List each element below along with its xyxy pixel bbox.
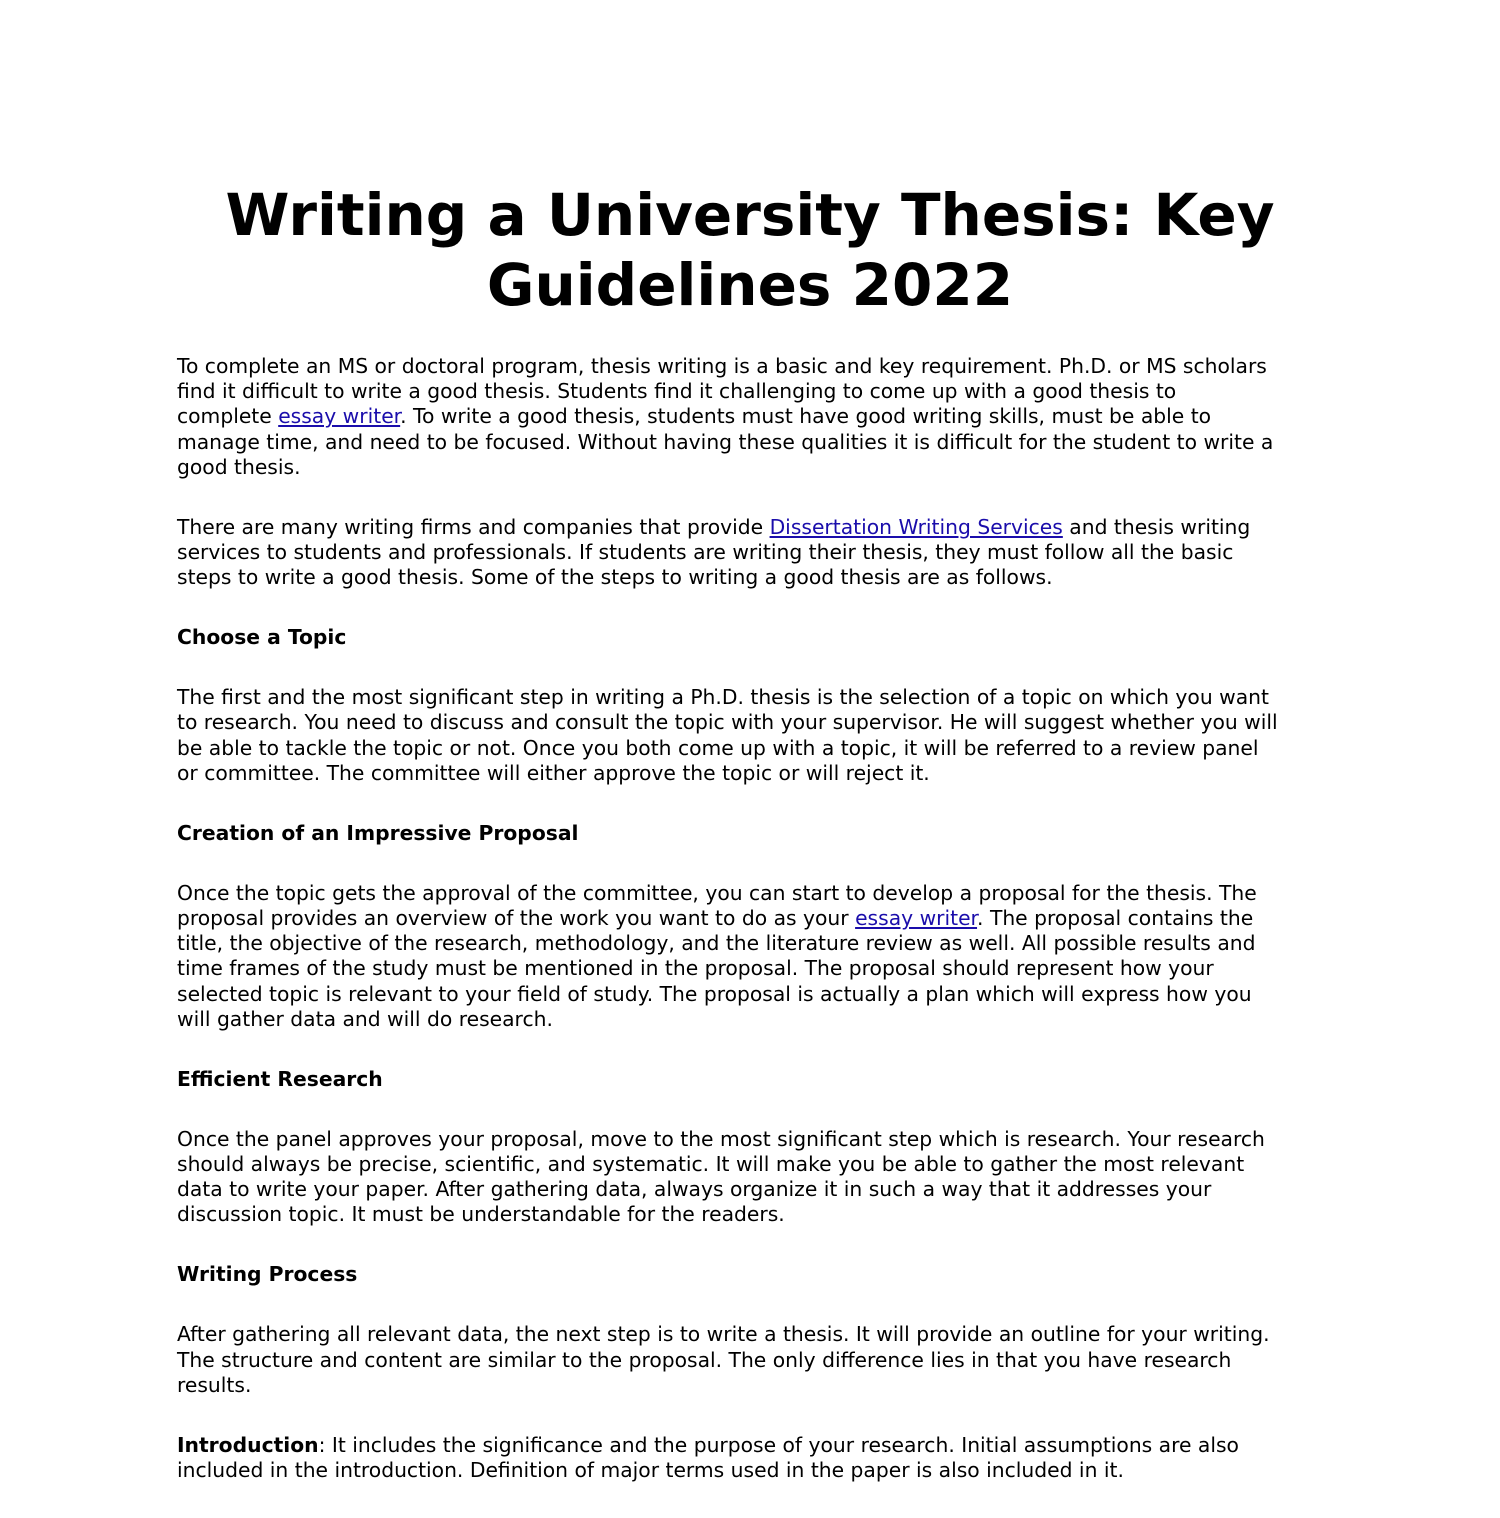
text-segment: . The proposal contains the [977,906,1254,931]
text-segment: proposal provides an overview of the work you want to do as your [177,906,856,931]
text-line [177,1202,1377,1227]
document-title [0,180,1500,320]
text-line [177,455,1377,480]
section-heading [177,1262,1377,1287]
text-segment: Writing Process [177,1262,358,1287]
text-segment: selected topic is relevant to your field of study. The proposal is actually a plan which will express how you [177,981,1252,1006]
text-segment: be able to tackle the topic or not. Once you both come up with a topic, it will be referred to a review panel [177,735,1259,760]
text-segment: steps to write a good thesis. Some of the steps to writing a good thesis are as follows. [177,565,1053,590]
bold-term: Introduction [177,1432,319,1457]
text-line [177,685,1377,710]
inline-link[interactable]: essay writer [278,404,401,429]
text-segment: will gather data and will do research. [177,1006,553,1031]
text-segment: After gathering all relevant data, the next step is to write a thesis. It will provide an outline for your writing. [177,1322,1270,1347]
text-line [177,736,1377,761]
text-line [177,404,1377,429]
text-segment: Choose a Topic [177,625,347,650]
paragraph [177,1127,1377,1228]
inline-link[interactable]: Dissertation Writing Services [769,514,1063,539]
text-segment: data to write your paper. After gathering data, always organize it in such a way that it addresses your [177,1177,1212,1202]
title-line: Writing a University Thesis: Key [225,181,1275,249]
text-line [177,515,1377,540]
text-line [177,906,1377,931]
text-segment: To complete an MS or doctoral program, thesis writing is a basic and key requirement. Ph.D. or MS scholars [177,354,1267,378]
paragraph [177,1433,1377,1483]
text-segment: results. [177,1372,252,1397]
text-line [177,625,1377,650]
text-line [177,565,1377,590]
text-line [177,1067,1377,1092]
text-segment: time frames of the study must be mentioned in the proposal. The proposal should represent how your [177,956,1214,981]
text-segment: . To write a good thesis, students must have good writing skills, must be able to [400,404,1212,429]
text-segment: : It includes the significance and the purpose of your research. Initial assumptions are also [318,1432,1239,1457]
text-line [177,1348,1377,1373]
text-line [177,1007,1377,1032]
paragraph [177,1322,1377,1398]
text-segment: good thesis. [177,454,301,479]
inline-link[interactable]: essay writer [855,906,978,931]
text-line [177,379,1377,404]
text-segment: The structure and content are similar to the proposal. The only difference lies in that you have research [177,1347,1232,1372]
text-segment: Creation of an Impressive Proposal [177,820,579,845]
paragraph [177,881,1377,1032]
text-line [177,1177,1377,1202]
document-body [177,354,1377,1518]
text-line [177,1373,1377,1398]
text-line [177,881,1377,906]
text-line [177,956,1377,981]
section-heading [177,625,1377,650]
text-line [177,1152,1377,1177]
section-heading [177,1067,1377,1092]
text-segment: The first and the most significant step in writing a Ph.D. thesis is the selection of a topic on which you want [177,685,1269,710]
text-line [177,931,1377,956]
text-line [177,1262,1377,1287]
title-line: Guidelines 2022 [486,251,1014,319]
text-segment: or committee. The committee will either approve the topic or will reject it. [177,760,930,785]
text-segment: to research. You need to discuss and consult the topic with your supervisor. He will suggest whether you will [177,710,1278,735]
text-line [177,761,1377,786]
text-segment: title, the objective of the research, methodology, and the literature review as well. All possible results and [177,931,1256,956]
paragraph [177,685,1377,786]
text-segment: Once the topic gets the approval of the committee, you can start to develop a proposal for the thesis. The [177,880,1257,905]
text-segment: should always be precise, scientific, and systematic. It will make you be able to gather the most relevant [177,1152,1245,1177]
text-segment: included in the introduction. Definition of major terms used in the paper is also included in it. [177,1458,1124,1483]
text-line [177,982,1377,1007]
text-line [177,354,1377,379]
text-line [177,1127,1377,1152]
text-segment: services to students and professionals. If students are writing their thesis, they must follow all the basic [177,540,1234,565]
text-line [177,1458,1377,1483]
section-heading [177,821,1377,846]
text-segment: and thesis writing [1062,514,1251,539]
text-segment: complete [177,404,279,429]
text-segment: Once the panel approves your proposal, move to the most significant step which is research. Your research [177,1126,1265,1151]
text-segment: There are many writing firms and companies that provide [177,514,770,539]
text-line [177,540,1377,565]
paragraph [177,354,1377,480]
text-line [177,821,1377,846]
text-line [177,710,1377,735]
text-line [177,1433,1377,1458]
text-segment: Efficient Research [177,1066,383,1091]
text-segment: discussion topic. It must be understandable for the readers. [177,1202,785,1227]
text-line [177,1322,1377,1347]
text-segment: find it difficult to write a good thesis. Students find it challenging to come up with a good thesis to [177,379,1177,404]
paragraph [177,515,1377,591]
text-segment: manage time, and need to be focused. Without having these qualities it is difficult for the student to write a [177,429,1274,454]
text-line [177,430,1377,455]
